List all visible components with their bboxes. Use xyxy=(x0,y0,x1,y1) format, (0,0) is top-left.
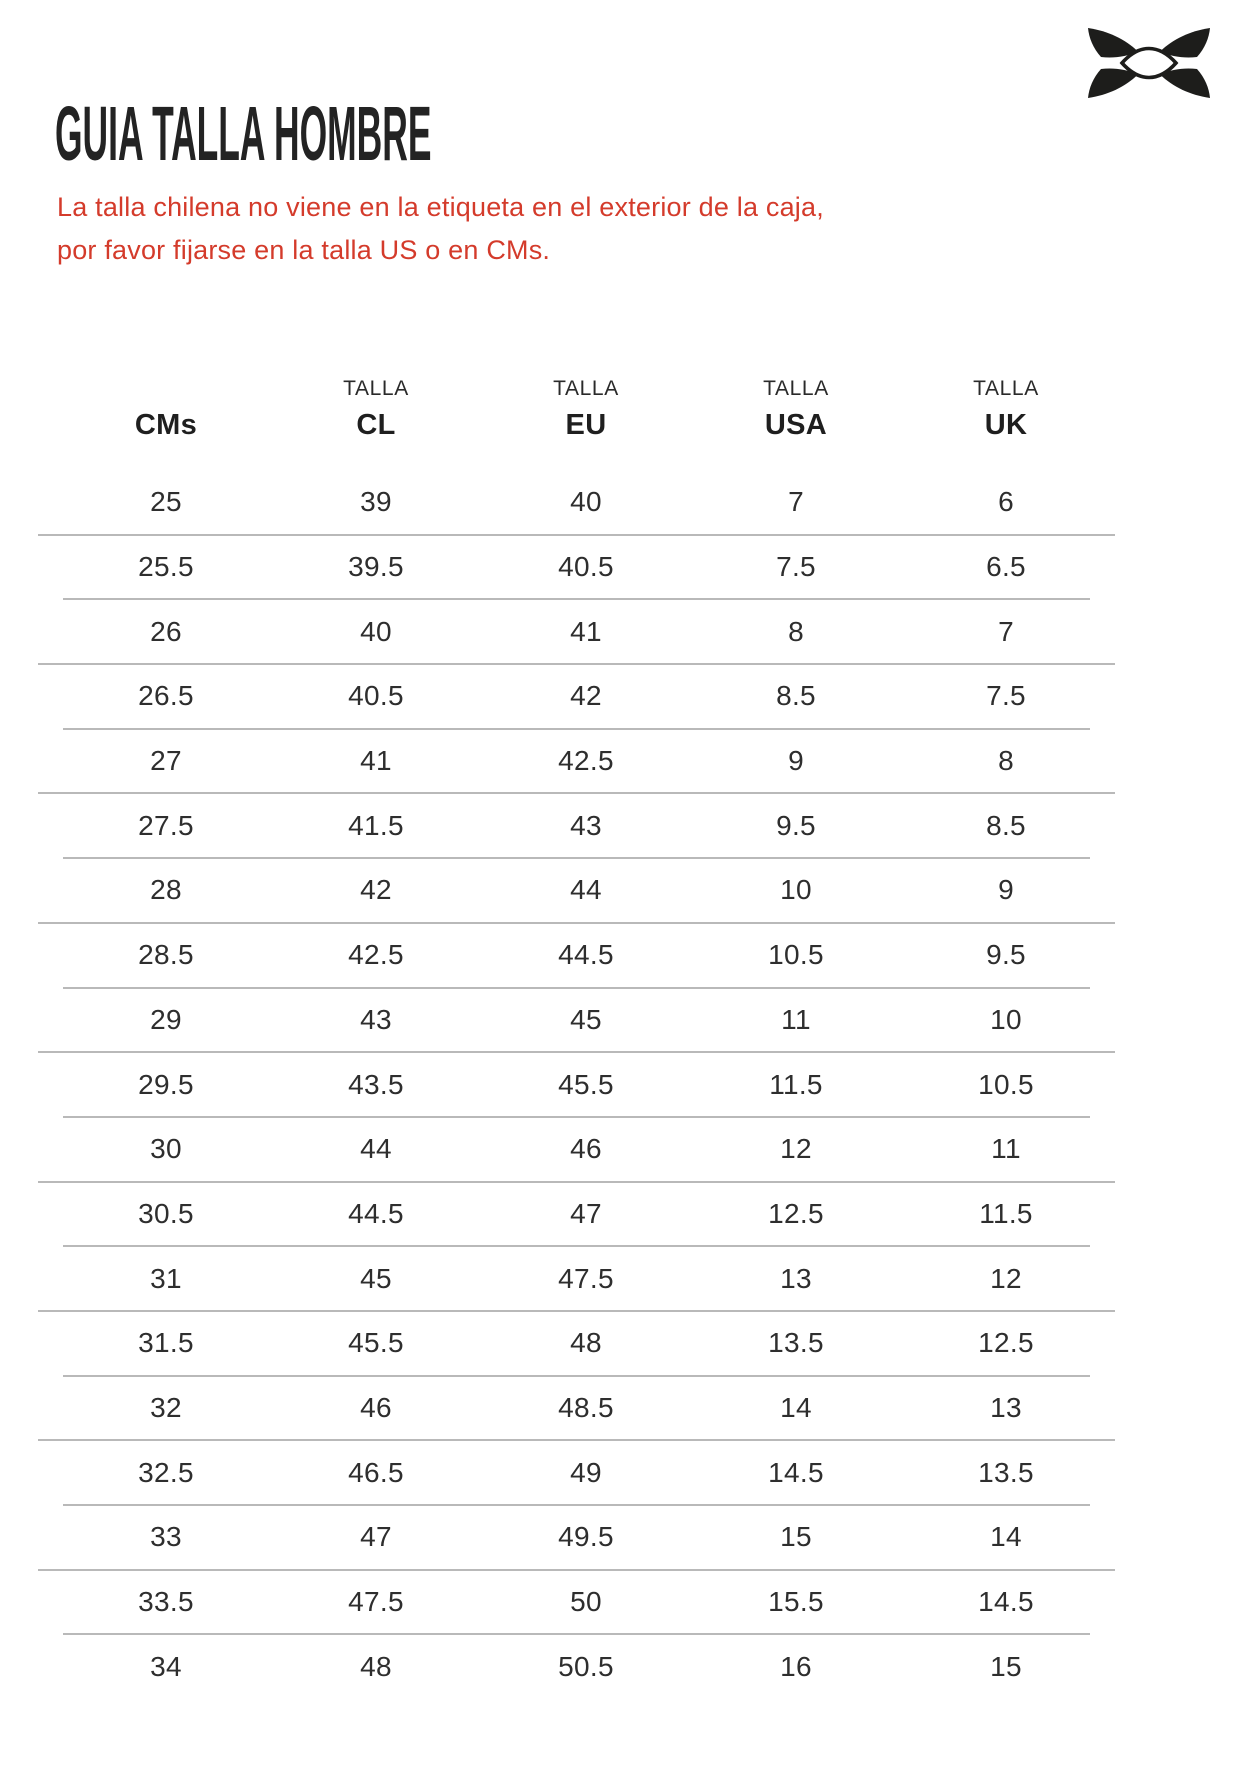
size-cell-cl: 41.5 xyxy=(348,809,404,841)
size-cell-cms: 26.5 xyxy=(138,680,194,712)
size-cell-usa: 15.5 xyxy=(768,1586,824,1618)
table-row xyxy=(38,1376,1115,1441)
size-cell-eu: 40.5 xyxy=(558,551,614,583)
table-row xyxy=(38,988,1115,1053)
size-cell-cl: 39.5 xyxy=(348,551,404,583)
size-cell-uk: 15 xyxy=(990,1650,1022,1682)
size-cell-uk: 7.5 xyxy=(986,680,1026,712)
size-cell-uk: 12 xyxy=(990,1262,1022,1294)
column-header-eu xyxy=(481,376,691,442)
size-cell-uk: 13.5 xyxy=(978,1456,1034,1488)
size-cell-usa: 16 xyxy=(780,1650,812,1682)
size-cell-cms: 33.5 xyxy=(138,1586,194,1618)
size-cell-usa: 7 xyxy=(788,486,804,518)
size-cell-usa: 8 xyxy=(788,615,804,647)
size-cell-uk: 8.5 xyxy=(986,809,1026,841)
size-cell-cms: 31 xyxy=(150,1262,182,1294)
size-cell-cl: 40.5 xyxy=(348,680,404,712)
size-cell-eu: 45.5 xyxy=(558,1068,614,1100)
column-header-uk xyxy=(901,376,1111,442)
size-cell-cl: 39 xyxy=(360,486,392,518)
size-cell-cl: 42 xyxy=(360,874,392,906)
size-cell-cms: 26 xyxy=(150,615,182,647)
size-cell-cl: 43.5 xyxy=(348,1068,404,1100)
size-cell-cms: 29 xyxy=(150,1003,182,1035)
table-row xyxy=(38,923,1115,988)
table-row xyxy=(38,793,1115,858)
size-cell-cms: 28.5 xyxy=(138,939,194,971)
size-cell-eu: 44.5 xyxy=(558,939,614,971)
size-cell-cms: 33 xyxy=(150,1521,182,1553)
size-cell-usa: 14.5 xyxy=(768,1456,824,1488)
page-title: GUIA TALLA HOMBRE xyxy=(55,91,432,177)
table-row xyxy=(38,535,1115,600)
table-row xyxy=(38,1246,1115,1311)
size-cell-usa: 12.5 xyxy=(768,1197,824,1229)
column-header-label: EU xyxy=(565,409,607,441)
table-row xyxy=(38,1440,1115,1505)
table-row xyxy=(38,470,1115,535)
size-cell-cl: 43 xyxy=(360,1003,392,1035)
size-cell-cl: 46 xyxy=(360,1391,392,1423)
size-cell-usa: 10.5 xyxy=(768,939,824,971)
size-cell-uk: 6 xyxy=(998,486,1014,518)
size-cell-cms: 32.5 xyxy=(138,1456,194,1488)
size-cell-uk: 13 xyxy=(990,1391,1022,1423)
size-cell-uk: 11 xyxy=(991,1133,1021,1165)
size-cell-usa: 11 xyxy=(781,1003,811,1035)
size-cell-usa: 15 xyxy=(780,1521,812,1553)
size-cell-cms: 28 xyxy=(150,874,182,906)
table-row xyxy=(38,1311,1115,1376)
size-cell-cl: 48 xyxy=(360,1650,392,1682)
size-cell-uk: 12.5 xyxy=(978,1327,1034,1359)
size-cell-uk: 14.5 xyxy=(978,1586,1034,1618)
table-row xyxy=(38,729,1115,794)
size-cell-cl: 44.5 xyxy=(348,1197,404,1229)
size-cell-usa: 13.5 xyxy=(768,1327,824,1359)
column-header-prefix xyxy=(61,376,271,402)
size-cell-eu: 43 xyxy=(570,809,602,841)
size-cell-eu: 50.5 xyxy=(558,1650,614,1682)
size-cell-eu: 48.5 xyxy=(558,1391,614,1423)
table-header xyxy=(38,376,1115,442)
table-row xyxy=(38,664,1115,729)
size-cell-usa: 13 xyxy=(780,1262,812,1294)
size-cell-cl: 47.5 xyxy=(348,1586,404,1618)
size-cell-eu: 49.5 xyxy=(558,1521,614,1553)
notice-line-1: La talla chilena no viene en la etiqueta en el exterior de la caja, xyxy=(57,192,824,222)
table-row xyxy=(38,1634,1115,1699)
column-header-cms xyxy=(61,376,271,442)
size-cell-eu: 44 xyxy=(570,874,602,906)
size-cell-cms: 30.5 xyxy=(138,1197,194,1229)
table-row xyxy=(38,1117,1115,1182)
column-header-prefix: TALLA xyxy=(973,377,1039,400)
size-cell-uk: 10.5 xyxy=(978,1068,1034,1100)
column-header-label: CMs xyxy=(134,409,198,441)
size-cell-cms: 25 xyxy=(150,486,182,518)
table-row xyxy=(38,1570,1115,1635)
table-row xyxy=(38,1182,1115,1247)
size-cell-usa: 9.5 xyxy=(776,809,816,841)
size-cell-cms: 27 xyxy=(150,745,182,777)
size-cell-usa: 7.5 xyxy=(776,551,816,583)
table-row xyxy=(38,1505,1115,1570)
size-cell-cms: 34 xyxy=(150,1650,182,1682)
size-cell-uk: 11.5 xyxy=(979,1197,1033,1229)
column-header-prefix: TALLA xyxy=(553,377,619,400)
under-armour-logo-icon xyxy=(1086,28,1212,98)
table-body xyxy=(38,470,1115,1699)
size-cell-cl: 41 xyxy=(360,745,392,777)
size-cell-cl: 45 xyxy=(360,1262,392,1294)
size-cell-cms: 32 xyxy=(150,1391,182,1423)
table-row xyxy=(38,858,1115,923)
notice-line-2: por favor fijarse en la talla US o en CMs. xyxy=(57,234,551,265)
size-cell-cms: 25.5 xyxy=(138,551,194,583)
size-cell-usa: 12 xyxy=(780,1133,812,1165)
size-cell-cms: 31.5 xyxy=(138,1327,194,1359)
size-cell-uk: 9 xyxy=(998,874,1014,906)
column-header-prefix: TALLA xyxy=(343,377,409,400)
size-cell-cl: 44 xyxy=(360,1133,392,1165)
size-cell-eu: 40 xyxy=(570,486,602,518)
size-cell-eu: 42.5 xyxy=(558,745,614,777)
table-row xyxy=(38,599,1115,664)
size-cell-usa: 14 xyxy=(780,1391,812,1423)
size-cell-uk: 9.5 xyxy=(986,939,1026,971)
size-cell-usa: 9 xyxy=(788,745,804,777)
size-cell-uk: 7 xyxy=(998,615,1014,647)
size-cell-uk: 10 xyxy=(990,1003,1022,1035)
size-cell-cms: 30 xyxy=(150,1133,182,1165)
size-cell-eu: 47 xyxy=(570,1197,602,1229)
size-cell-cl: 40 xyxy=(360,615,392,647)
column-header-cl xyxy=(271,376,481,442)
size-cell-cl: 46.5 xyxy=(348,1456,404,1488)
size-cell-cms: 29.5 xyxy=(138,1068,194,1100)
notice-text xyxy=(57,186,824,271)
size-cell-cl: 45.5 xyxy=(348,1327,404,1359)
size-cell-cl: 42.5 xyxy=(348,939,404,971)
column-header-label: UK xyxy=(984,409,1028,441)
size-cell-cl: 47 xyxy=(360,1521,392,1553)
size-cell-eu: 49 xyxy=(570,1456,602,1488)
size-cell-eu: 50 xyxy=(570,1586,602,1618)
size-cell-usa: 8.5 xyxy=(776,680,816,712)
column-header-prefix: TALLA xyxy=(763,377,829,400)
column-header-label: CL xyxy=(356,409,396,441)
size-cell-eu: 46 xyxy=(570,1133,602,1165)
size-cell-uk: 6.5 xyxy=(986,551,1026,583)
size-cell-eu: 41 xyxy=(570,615,602,647)
column-header-usa xyxy=(691,376,901,442)
size-cell-uk: 8 xyxy=(998,745,1014,777)
column-header-label: USA xyxy=(764,409,828,441)
size-cell-eu: 42 xyxy=(570,680,602,712)
size-cell-eu: 48 xyxy=(570,1327,602,1359)
size-cell-eu: 45 xyxy=(570,1003,602,1035)
size-cell-cms: 27.5 xyxy=(138,809,194,841)
size-cell-usa: 10 xyxy=(780,874,812,906)
size-cell-eu: 47.5 xyxy=(558,1262,614,1294)
table-row xyxy=(38,1052,1115,1117)
size-cell-usa: 11.5 xyxy=(769,1068,823,1100)
size-cell-uk: 14 xyxy=(990,1521,1022,1553)
